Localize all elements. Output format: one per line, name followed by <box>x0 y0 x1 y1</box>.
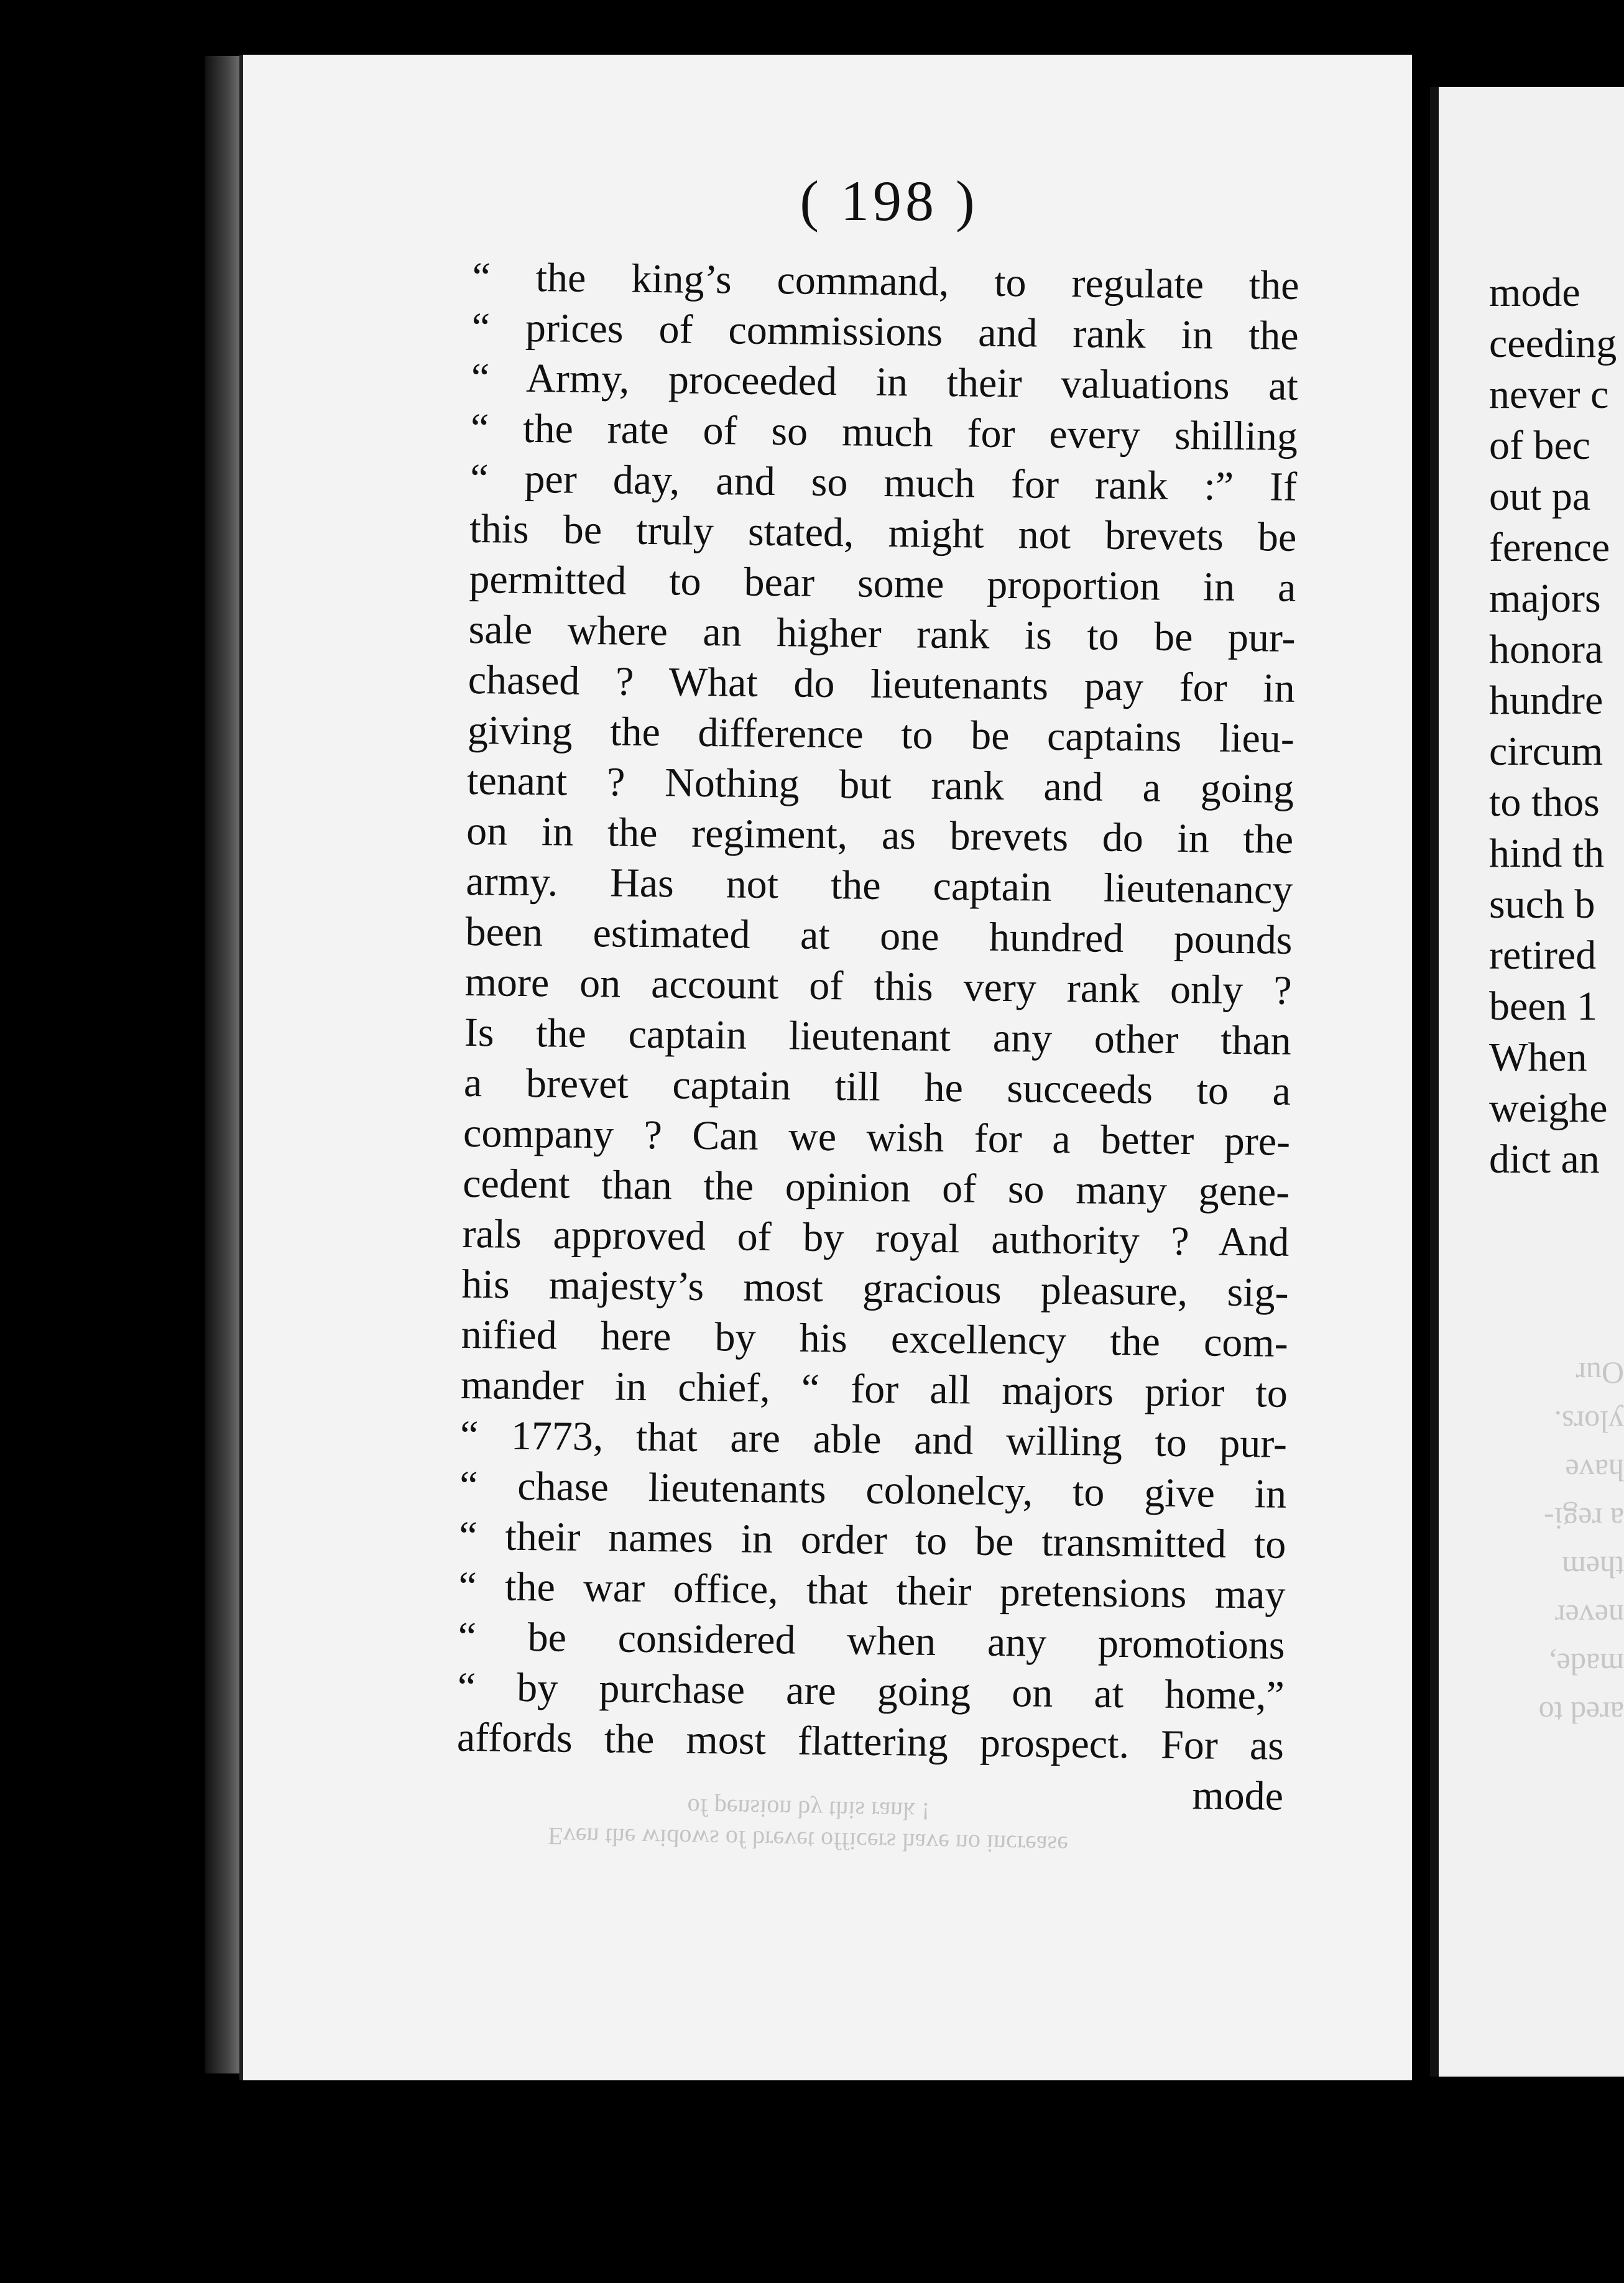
right-bleed-through <box>1495 1349 1624 1737</box>
right-bleed-line: made, <box>1549 1647 1624 1682</box>
text-line: “ Army, proceeded in their valuations at <box>471 354 1299 409</box>
right-text-line: hind th <box>1489 831 1605 876</box>
book-spine-shadow <box>205 56 242 2073</box>
right-text-line: honora <box>1489 627 1603 672</box>
right-text-line: retired <box>1489 933 1597 978</box>
text-line: been estimated at one hundred pounds <box>465 908 1293 963</box>
text-line: “ per day, and so much for rank :” If <box>469 455 1298 510</box>
right-text-line: never c <box>1489 372 1609 417</box>
text-line: chased ? What do lieutenants pay for in <box>468 657 1296 711</box>
right-bleed-line: Our <box>1576 1356 1624 1391</box>
right-page-text <box>1489 267 1624 1185</box>
right-text-line: dict an <box>1489 1137 1600 1182</box>
right-text-line: such b <box>1489 882 1595 927</box>
text-line: “ chase lieutenants colonelcy, to give in <box>459 1462 1287 1517</box>
text-line: this be truly stated, might not brevets be <box>469 505 1297 560</box>
text-line: sale where an higher rank is to be pur- <box>468 606 1296 661</box>
text-line: “ the war office, that their pretensions may <box>458 1563 1286 1618</box>
text-line: “ by purchase are going on at home,” <box>457 1664 1285 1718</box>
right-text-line: weighe <box>1489 1086 1608 1131</box>
right-text-line: to thos <box>1489 780 1600 825</box>
text-line: permitted to bear some proportion in a <box>469 556 1296 611</box>
bleed-through-line: Even the widows of brevet officers have no increase <box>547 1822 1069 1860</box>
right-text-line: majors <box>1489 576 1601 621</box>
text-line: Is the captain lieutenant any other than <box>464 1009 1292 1064</box>
right-text-line: When <box>1489 1035 1587 1080</box>
text-line: “ the rate of so much for every shilling <box>470 405 1298 459</box>
right-text-line: of bec <box>1489 423 1591 468</box>
text-line: nified here by his excellency the com- <box>461 1311 1289 1366</box>
right-bleed-line: them <box>1562 1550 1624 1585</box>
text-line: cedent than the opinion of so many gene- <box>462 1160 1290 1215</box>
right-text-line: been 1 <box>1489 984 1598 1029</box>
text-line: a brevet captain till he succeeds to a <box>463 1059 1291 1114</box>
text-line: “ the king’s command, to regulate the <box>472 254 1299 308</box>
text-line: “ their names in order to be transmitted to <box>458 1513 1286 1567</box>
text-line: his majesty’s most gracious pleasure, sig- <box>461 1261 1289 1316</box>
right-text-line: circum <box>1489 729 1603 774</box>
catchword: mode <box>1192 1773 1284 1819</box>
right-text-line: mode <box>1489 270 1580 315</box>
text-line: “ prices of commissions and rank in the <box>471 304 1299 359</box>
text-line: rals approved of by royal authority ? And <box>462 1211 1290 1265</box>
right-bleed-line: never <box>1554 1598 1624 1633</box>
bleed-through-line: of pension by this rank ! <box>687 1793 930 1826</box>
body-text <box>456 252 1299 1822</box>
text-line: more on account of this very rank only ? <box>464 959 1293 1013</box>
text-line: mander in chief, “ for all majors prior to <box>460 1362 1288 1416</box>
text-line: “ be considered when any promotions <box>458 1613 1285 1668</box>
right-text-line: ceeding <box>1489 321 1617 366</box>
text-line: giving the difference to be captains lieu- <box>467 707 1295 762</box>
text-line: company ? Can we wish for a better pre- <box>463 1110 1291 1165</box>
bleed-through-footnote <box>435 1787 1182 1863</box>
right-bleed-line: ylors. <box>1554 1404 1624 1439</box>
right-bleed-line: have <box>1565 1453 1624 1488</box>
right-text-line: ference <box>1489 525 1610 570</box>
right-bleed-line: a regi- <box>1543 1501 1624 1536</box>
text-line: tenant ? Nothing but rank and a going <box>466 757 1294 812</box>
page-number: ( 198 ) <box>800 169 979 233</box>
text-line: on in the regiment, as brevets do in the <box>466 808 1294 862</box>
text-line: affords the most flattering prospect. For as <box>456 1714 1285 1769</box>
right-text-line: hundre <box>1489 678 1603 723</box>
right-text-line: out pa <box>1489 474 1591 519</box>
text-line: army. Has not the captain lieutenancy <box>466 858 1293 913</box>
right-bleed-line: ared to <box>1538 1695 1624 1730</box>
text-line: “ 1773, that are able and willing to pur- <box>459 1412 1288 1467</box>
